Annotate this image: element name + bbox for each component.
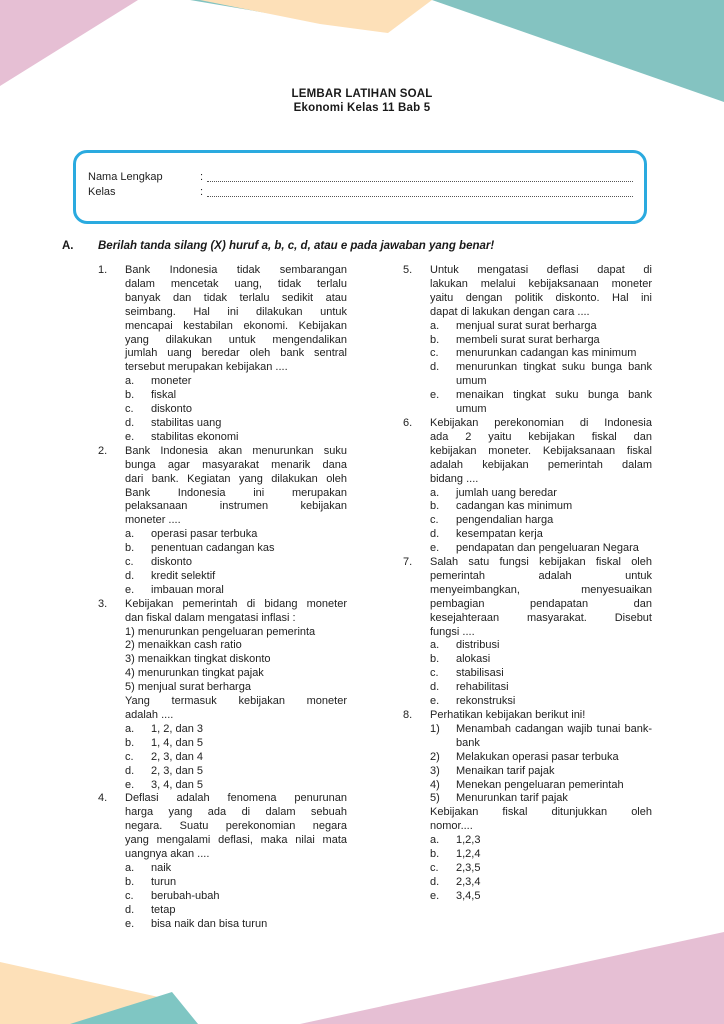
statement-text: Menekan pengeluaran pemerintah (456, 778, 624, 791)
option-letter: c. (125, 556, 134, 569)
question-text-line: yang dilakukan untuk mengendalikan (125, 333, 347, 346)
option-text: stabilitas uang (151, 416, 222, 429)
question-text-line: kesejahteraan masyarakat. Disebut (430, 611, 652, 624)
answer-option[interactable] (125, 918, 347, 932)
section-instruction-text: Berilah tanda silang (X) huruf a, b, c, d, atau e pada jawaban yang benar! (98, 240, 495, 252)
worksheet-subtitle: Ekonomi Kelas 11 Bab 5 (293, 102, 431, 114)
option-letter: b. (430, 500, 440, 513)
question-text-line: ada 2 yaitu kebijakan fiskal dan (430, 430, 652, 443)
question-body (430, 417, 652, 556)
question-item (403, 264, 652, 417)
option-text: menurunkan cadangan kas minimum (456, 347, 637, 360)
option-text: 1,2,4 (456, 848, 481, 861)
option-text: pendapatan dan pengeluaran Negara (456, 542, 639, 555)
statement-number: 2) (430, 750, 440, 763)
option-letter: e. (125, 917, 135, 930)
option-text: fiskal (151, 389, 177, 402)
option-letter: e. (430, 889, 440, 902)
option-letter: e. (430, 542, 440, 555)
question-column-right (403, 264, 652, 904)
name-field-input[interactable] (207, 171, 633, 182)
option-letter: a. (125, 861, 135, 874)
question-text-line: pembagian pendapatan dan (430, 597, 652, 610)
question-text-line: dari bank. Kegiatan yang dilakukan oleh (125, 472, 347, 485)
class-field-label: Kelas (88, 186, 116, 198)
question-text-line: Untuk mengatasi deflasi dapat di (430, 264, 652, 276)
option-text: 1, 2, dan 3 (151, 722, 203, 735)
option-text: rekonstruksi (456, 695, 516, 708)
option-text: berubah-ubah (151, 889, 220, 902)
question-text-line: banyak dan tidak terlalu sedikit atau (125, 291, 347, 304)
answer-option[interactable] (430, 639, 652, 653)
question-text-line: Kebijakan pemerintah di bidang moneter (125, 597, 347, 610)
question-text-line: yaitu dengan politik diskonto. Hal ini (430, 291, 652, 304)
option-text: membeli surat surat berharga (456, 333, 600, 346)
question-text-line: dan fiskal dalam mengatasi inflasi : (125, 611, 296, 624)
question-number: 1. (98, 264, 108, 276)
option-letter: e. (125, 430, 135, 443)
question-statement (430, 751, 652, 765)
question-text-line: pemerintah adalah untuk (430, 569, 652, 582)
option-letter: c. (430, 861, 439, 874)
option-text: diskonto (151, 556, 192, 569)
answer-option[interactable] (125, 570, 347, 584)
question-item (403, 417, 652, 556)
question-text-line: Kebijakan perekonomian di Indonesia (430, 416, 652, 429)
option-text: 1,2,3 (456, 834, 481, 847)
answer-option[interactable] (125, 779, 347, 793)
question-body (430, 264, 652, 417)
question-stem (430, 556, 652, 639)
question-text-line: fungsi .... (430, 625, 475, 638)
question-body (125, 264, 347, 445)
question-number: 5. (403, 264, 413, 276)
question-item (98, 598, 347, 793)
answer-option[interactable] (125, 417, 347, 431)
question-text-line: uangnya akan .... (125, 848, 210, 861)
question-statement: 3) menaikkan tingkat diskonto (125, 653, 271, 666)
answer-option[interactable] (125, 890, 347, 904)
question-text-line: adalah kebijakan pemerintah dalam (430, 458, 652, 471)
option-letter: b. (125, 389, 135, 402)
option-text: menjual surat surat berharga (456, 319, 597, 332)
option-letter: a. (430, 319, 440, 332)
question-text-line: Bank Indonesia ini merupakan (125, 486, 347, 499)
option-text: 2, 3, dan 4 (151, 750, 203, 763)
question-stem (125, 264, 347, 375)
option-letter: a. (430, 486, 440, 499)
question-text-line: Deflasi adalah fenomena penurunan (125, 792, 347, 805)
answer-option[interactable] (430, 667, 652, 681)
statement-number: 5) (430, 792, 440, 805)
option-text: bisa naik dan bisa turun (151, 917, 268, 930)
question-column-left (98, 264, 347, 932)
answer-option[interactable] (430, 542, 652, 556)
question-stem (125, 792, 347, 862)
option-text: penentuan cadangan kas (151, 542, 275, 555)
option-text: 2,3,5 (456, 861, 481, 874)
answer-option[interactable] (430, 695, 652, 709)
option-text: pengendalian harga (456, 514, 554, 527)
answer-option[interactable] (430, 389, 652, 417)
answer-option[interactable] (430, 514, 652, 528)
answer-option[interactable] (125, 556, 347, 570)
option-letter: a. (430, 834, 440, 847)
option-letter: c. (125, 889, 134, 902)
answer-option[interactable] (125, 375, 347, 389)
question-statement: 2) menaikkan cash ratio (125, 639, 242, 652)
option-text: distribusi (456, 639, 500, 652)
option-letter: c. (125, 750, 134, 763)
answer-option[interactable] (125, 904, 347, 918)
option-text: naik (151, 861, 172, 874)
option-text: 2, 3, dan 5 (151, 764, 203, 777)
question-text-line: dapat di lakukan dengan cara .... (430, 305, 590, 318)
option-letter: d. (430, 681, 440, 694)
statement-number: 1) (430, 722, 440, 735)
option-text: kesempatan kerja (456, 528, 543, 541)
answer-option[interactable] (125, 403, 347, 417)
question-text-line: Bank Indonesia tidak sembarangan (125, 264, 347, 276)
option-text: turun (151, 875, 177, 888)
student-identity-box (73, 150, 647, 224)
option-letter: b. (430, 653, 440, 666)
answer-option[interactable] (430, 334, 652, 348)
answer-option[interactable] (430, 528, 652, 542)
question-text-line: bidang .... (430, 472, 479, 485)
statement-text: Menambah cadangan wajib tunai bank-bank (456, 722, 652, 749)
option-text: menurunkan tingkat suku bunga bank umum (456, 361, 652, 388)
answer-option[interactable] (430, 487, 652, 501)
answer-option[interactable] (430, 862, 652, 876)
question-body (430, 709, 652, 904)
answer-option[interactable] (430, 653, 652, 667)
question-text-line: mencapai kestabilan ekonomi. Kebijakan (125, 319, 347, 332)
question-statement: 1) menurunkan pengeluaran pemerinta (125, 625, 316, 638)
question-text-line: Salah satu fungsi kebijakan fiskal oleh (430, 556, 652, 569)
question-item (98, 792, 347, 931)
question-body (125, 598, 347, 793)
answer-option[interactable] (125, 542, 347, 556)
option-text: stabilisasi (456, 667, 504, 680)
question-text-line: Yang termasuk kebijakan moneter (125, 695, 347, 708)
option-letter: c. (125, 403, 134, 416)
option-letter: c. (430, 347, 439, 360)
answer-option[interactable] (430, 834, 652, 848)
question-text-line: adalah .... (125, 709, 174, 721)
answer-option[interactable] (430, 848, 652, 862)
answer-option[interactable] (125, 765, 347, 779)
question-text-line: yang mengalami deflasi, maka nilai mata (125, 834, 347, 847)
answer-option[interactable] (430, 500, 652, 514)
question-body (125, 792, 347, 931)
option-text: 3,4,5 (456, 889, 481, 902)
option-letter: d. (125, 416, 135, 429)
option-letter: d. (125, 764, 135, 777)
question-text-line: tersebut merupakan kebijakan .... (125, 361, 288, 374)
question-number: 7. (403, 556, 413, 569)
question-statement: 4) menurunkan tingkat pajak (125, 667, 264, 680)
answer-option[interactable] (125, 737, 347, 751)
answer-option[interactable] (125, 528, 347, 542)
answer-option[interactable] (125, 862, 347, 876)
option-text: kredit selektif (151, 569, 216, 582)
question-number: 3. (98, 597, 108, 610)
option-letter: d. (125, 569, 135, 582)
question-number: 6. (403, 416, 413, 429)
name-field-row (88, 171, 633, 183)
option-letter: e. (125, 583, 135, 596)
section-letter: A. (62, 240, 74, 252)
option-text: cadangan kas minimum (456, 500, 573, 513)
question-text-line: menyeimbangkan, menyesuaikan (430, 583, 652, 596)
class-field-input[interactable] (207, 186, 633, 197)
option-letter: c. (430, 514, 439, 527)
question-text-line: dalam mencetak uang, tidak terlalu (125, 277, 347, 290)
question-number: 4. (98, 792, 108, 805)
option-text: jumlah uang beredar (456, 486, 557, 499)
question-text-line: bunga agar masyarakat menarik dana (125, 458, 347, 471)
option-letter: a. (125, 528, 135, 541)
option-text: 3, 4, dan 5 (151, 778, 203, 791)
question-text-line: pelaksanaan instrumen kebijakan (125, 500, 347, 513)
option-text: 1, 4, dan 5 (151, 736, 203, 749)
worksheet-title: LEMBAR LATIHAN SOAL (291, 88, 433, 100)
question-text-line: harga yang ada di dalam sebuah (125, 806, 347, 819)
answer-option[interactable] (430, 890, 652, 904)
statement-number: 4) (430, 778, 440, 791)
question-text-line: Bank Indonesia akan menurunkan suku (125, 444, 347, 457)
option-letter: a. (430, 639, 440, 652)
answer-option[interactable] (125, 876, 347, 890)
option-text: operasi pasar terbuka (151, 528, 258, 541)
question-statement (430, 779, 652, 793)
question-text-line: kebijakan moneter. Kebijaksanaan fiskal (430, 444, 652, 457)
question-text-line: Kebijakan fiskal ditunjukkan oleh (430, 806, 652, 819)
statement-text: Melakukan operasi pasar terbuka (456, 750, 619, 763)
question-statement (430, 792, 652, 806)
question-prompt (430, 806, 652, 834)
question-statement (430, 723, 652, 751)
answer-option[interactable] (125, 751, 347, 765)
question-statement: 5) menjual surat berharga (125, 681, 251, 694)
name-field-label: Nama Lengkap (88, 171, 163, 183)
option-letter: b. (430, 848, 440, 861)
question-stem (430, 264, 652, 320)
option-text: 2,3,4 (456, 875, 481, 888)
option-letter: a. (125, 722, 135, 735)
question-stem (125, 445, 347, 528)
option-letter: a. (125, 375, 135, 388)
question-number: 8. (403, 709, 413, 721)
question-text-line: negara. Suatu perekonomian negara (125, 820, 347, 833)
class-field-separator: : (200, 186, 204, 198)
option-letter: b. (430, 333, 440, 346)
option-text: alokasi (456, 653, 491, 666)
question-stem (430, 709, 652, 723)
question-text-line: nomor.... (430, 820, 473, 833)
answer-option[interactable] (430, 347, 652, 361)
question-number: 2. (98, 444, 108, 457)
answer-option[interactable] (125, 431, 347, 445)
answer-option[interactable] (125, 584, 347, 598)
answer-option[interactable] (125, 389, 347, 403)
answer-option[interactable] (430, 876, 652, 890)
option-letter: b. (125, 875, 135, 888)
question-prompt (125, 695, 347, 723)
option-letter: d. (430, 875, 440, 888)
answer-option[interactable] (430, 320, 652, 334)
question-body (125, 445, 347, 598)
name-field-separator: : (200, 171, 204, 183)
question-text-line: moneter .... (125, 514, 181, 527)
option-letter: d. (430, 528, 440, 541)
question-stem (430, 417, 652, 487)
question-body (430, 556, 652, 709)
option-text: moneter (151, 375, 192, 388)
question-text-line: lakukan melalui kebijaksanaan moneter (430, 277, 652, 290)
section-instruction (62, 240, 494, 252)
question-stem (125, 598, 347, 626)
statement-text: Menurunkan tarif pajak (456, 792, 568, 805)
question-text-line: seimbang. Hal ini dilakukan untuk (125, 305, 347, 318)
option-letter: b. (125, 736, 135, 749)
answer-option[interactable] (430, 681, 652, 695)
option-letter: e. (125, 778, 135, 791)
option-letter: e. (430, 389, 440, 402)
option-letter: c. (430, 667, 439, 680)
option-text: rehabilitasi (456, 681, 509, 694)
question-item (403, 556, 652, 709)
question-item (98, 264, 347, 445)
question-text-line: Perhatikan kebijakan berikut ini! (430, 709, 586, 721)
option-text: menaikan tingkat suku bunga bank umum (456, 389, 652, 416)
question-item (403, 709, 652, 904)
option-letter: b. (125, 542, 135, 555)
option-text: tetap (151, 903, 176, 916)
option-text: imbauan moral (151, 583, 224, 596)
question-item (98, 445, 347, 598)
answer-option[interactable] (125, 723, 347, 737)
statement-number: 3) (430, 764, 440, 777)
option-letter: d. (430, 361, 440, 374)
option-letter: d. (125, 903, 135, 916)
class-field-row (88, 186, 633, 198)
question-text-line: jumlah uang beredar oleh bank sentral (125, 347, 347, 360)
statement-text: Menaikan tarif pajak (456, 764, 555, 777)
option-text: stabilitas ekonomi (151, 430, 239, 443)
answer-option[interactable] (430, 361, 652, 389)
option-letter: e. (430, 695, 440, 708)
question-statement (430, 765, 652, 779)
option-text: diskonto (151, 403, 192, 416)
